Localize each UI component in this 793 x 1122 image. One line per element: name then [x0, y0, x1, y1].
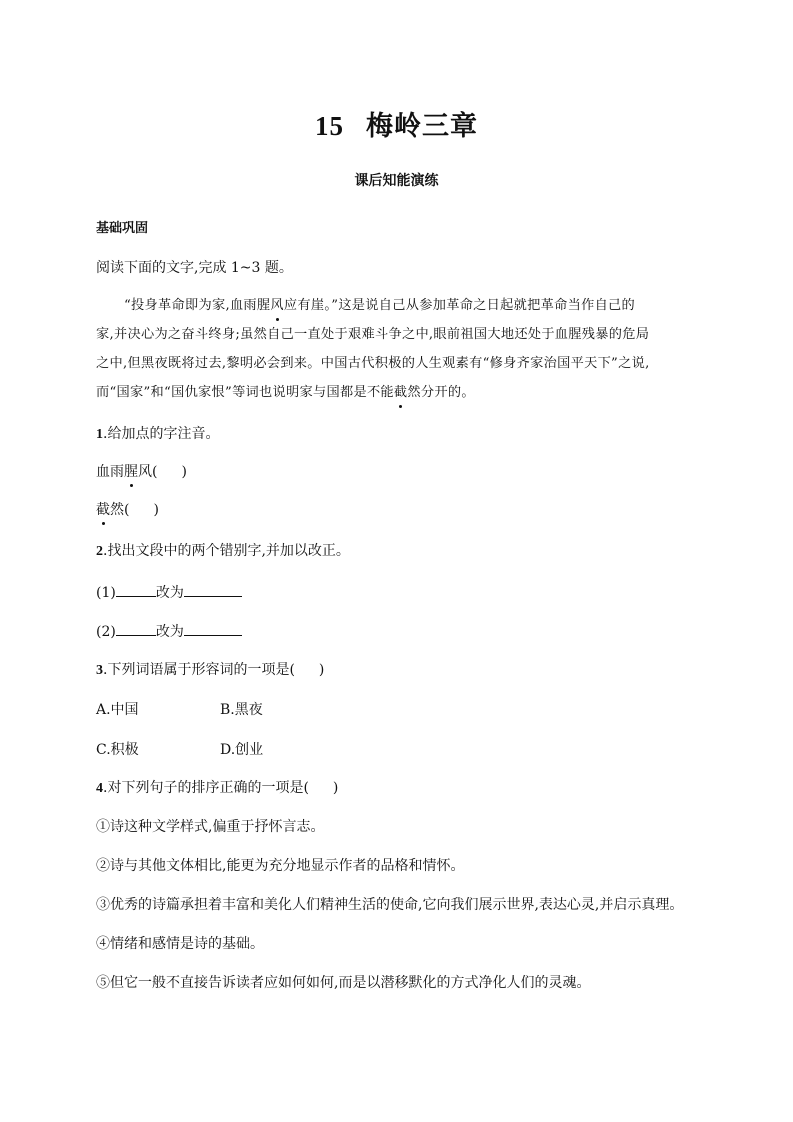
q2-row-2: (2) 改为	[96, 621, 242, 642]
q4-sentence-2: ②诗与其他文体相比,能更为充分地显示作者的品格和情怀。	[96, 858, 465, 874]
q4-sentence-3: ③优秀的诗篇承担着丰富和美化人们精神生活的使命,它向我们展示世界,表达心灵,并启示真理。	[96, 897, 684, 913]
q3-option-d: D.创业	[220, 742, 264, 758]
q4-sentence-1: ①诗这种文学样式,偏重于抒怀言志。	[96, 819, 325, 835]
passage-line-4: 而“国家”和“国仇家恨”等词也说明家与国都是不能截然分开的。	[96, 383, 475, 403]
lesson-number: 15	[315, 111, 344, 141]
q3-option-b: B.黑夜	[220, 702, 263, 718]
passage-line-2: 家,并决心为之奋斗终身;虽然自己一直处于艰难斗争之中,眼前祖国大地还处于血腥残暴的危局	[96, 327, 650, 342]
question-2: 2.找出文段中的两个错别字,并加以改正。	[96, 543, 350, 559]
dotted-char: 风	[270, 296, 284, 316]
q1-item-2: 截然( )	[96, 502, 159, 518]
section-heading: 基础巩固	[96, 221, 149, 236]
q1-item-1: 血雨腥风( )	[96, 464, 187, 480]
q3-option-c: C.积极	[96, 742, 139, 758]
question-3: 3.下列词语属于形容词的一项是( )	[96, 662, 325, 678]
dotted-char: 截	[96, 502, 110, 518]
page-subtitle: 课后知能演练	[354, 173, 439, 189]
lesson-title: 梅岭三章	[366, 111, 478, 142]
answer-blank[interactable]	[116, 621, 156, 636]
reading-instruction: 阅读下面的文字,完成 1~3 题。	[96, 260, 293, 276]
answer-blank[interactable]	[184, 621, 242, 636]
dotted-char: 腥	[124, 464, 138, 480]
answer-blank[interactable]	[116, 582, 156, 597]
question-1: 1.给加点的字注音。	[96, 426, 220, 442]
dotted-char: 截	[394, 383, 408, 403]
q4-sentence-5: ⑤但它一般不直接告诉读者应如何如何,而是以潜移默化的方式净化人们的灵魂。	[96, 975, 591, 991]
question-4: 4.对下列句子的排序正确的一项是( )	[96, 780, 339, 796]
q2-row-1: (1) 改为	[96, 582, 242, 603]
passage-line-3: 之中,但黑夜既将过去,黎明必会到来。中国古代积极的人生观素有“修身齐家治国平天下”之说,	[96, 356, 650, 371]
answer-blank[interactable]	[184, 582, 242, 597]
passage-line-1: “投身革命即为家,血雨腥风应有崖。”这是说自己从参加革命之日起就把革命当作自己的	[124, 296, 635, 316]
q3-option-a: A.中国	[96, 702, 139, 718]
page-title	[0, 104, 793, 143]
q4-sentence-4: ④情绪和感情是诗的基础。	[96, 936, 264, 952]
